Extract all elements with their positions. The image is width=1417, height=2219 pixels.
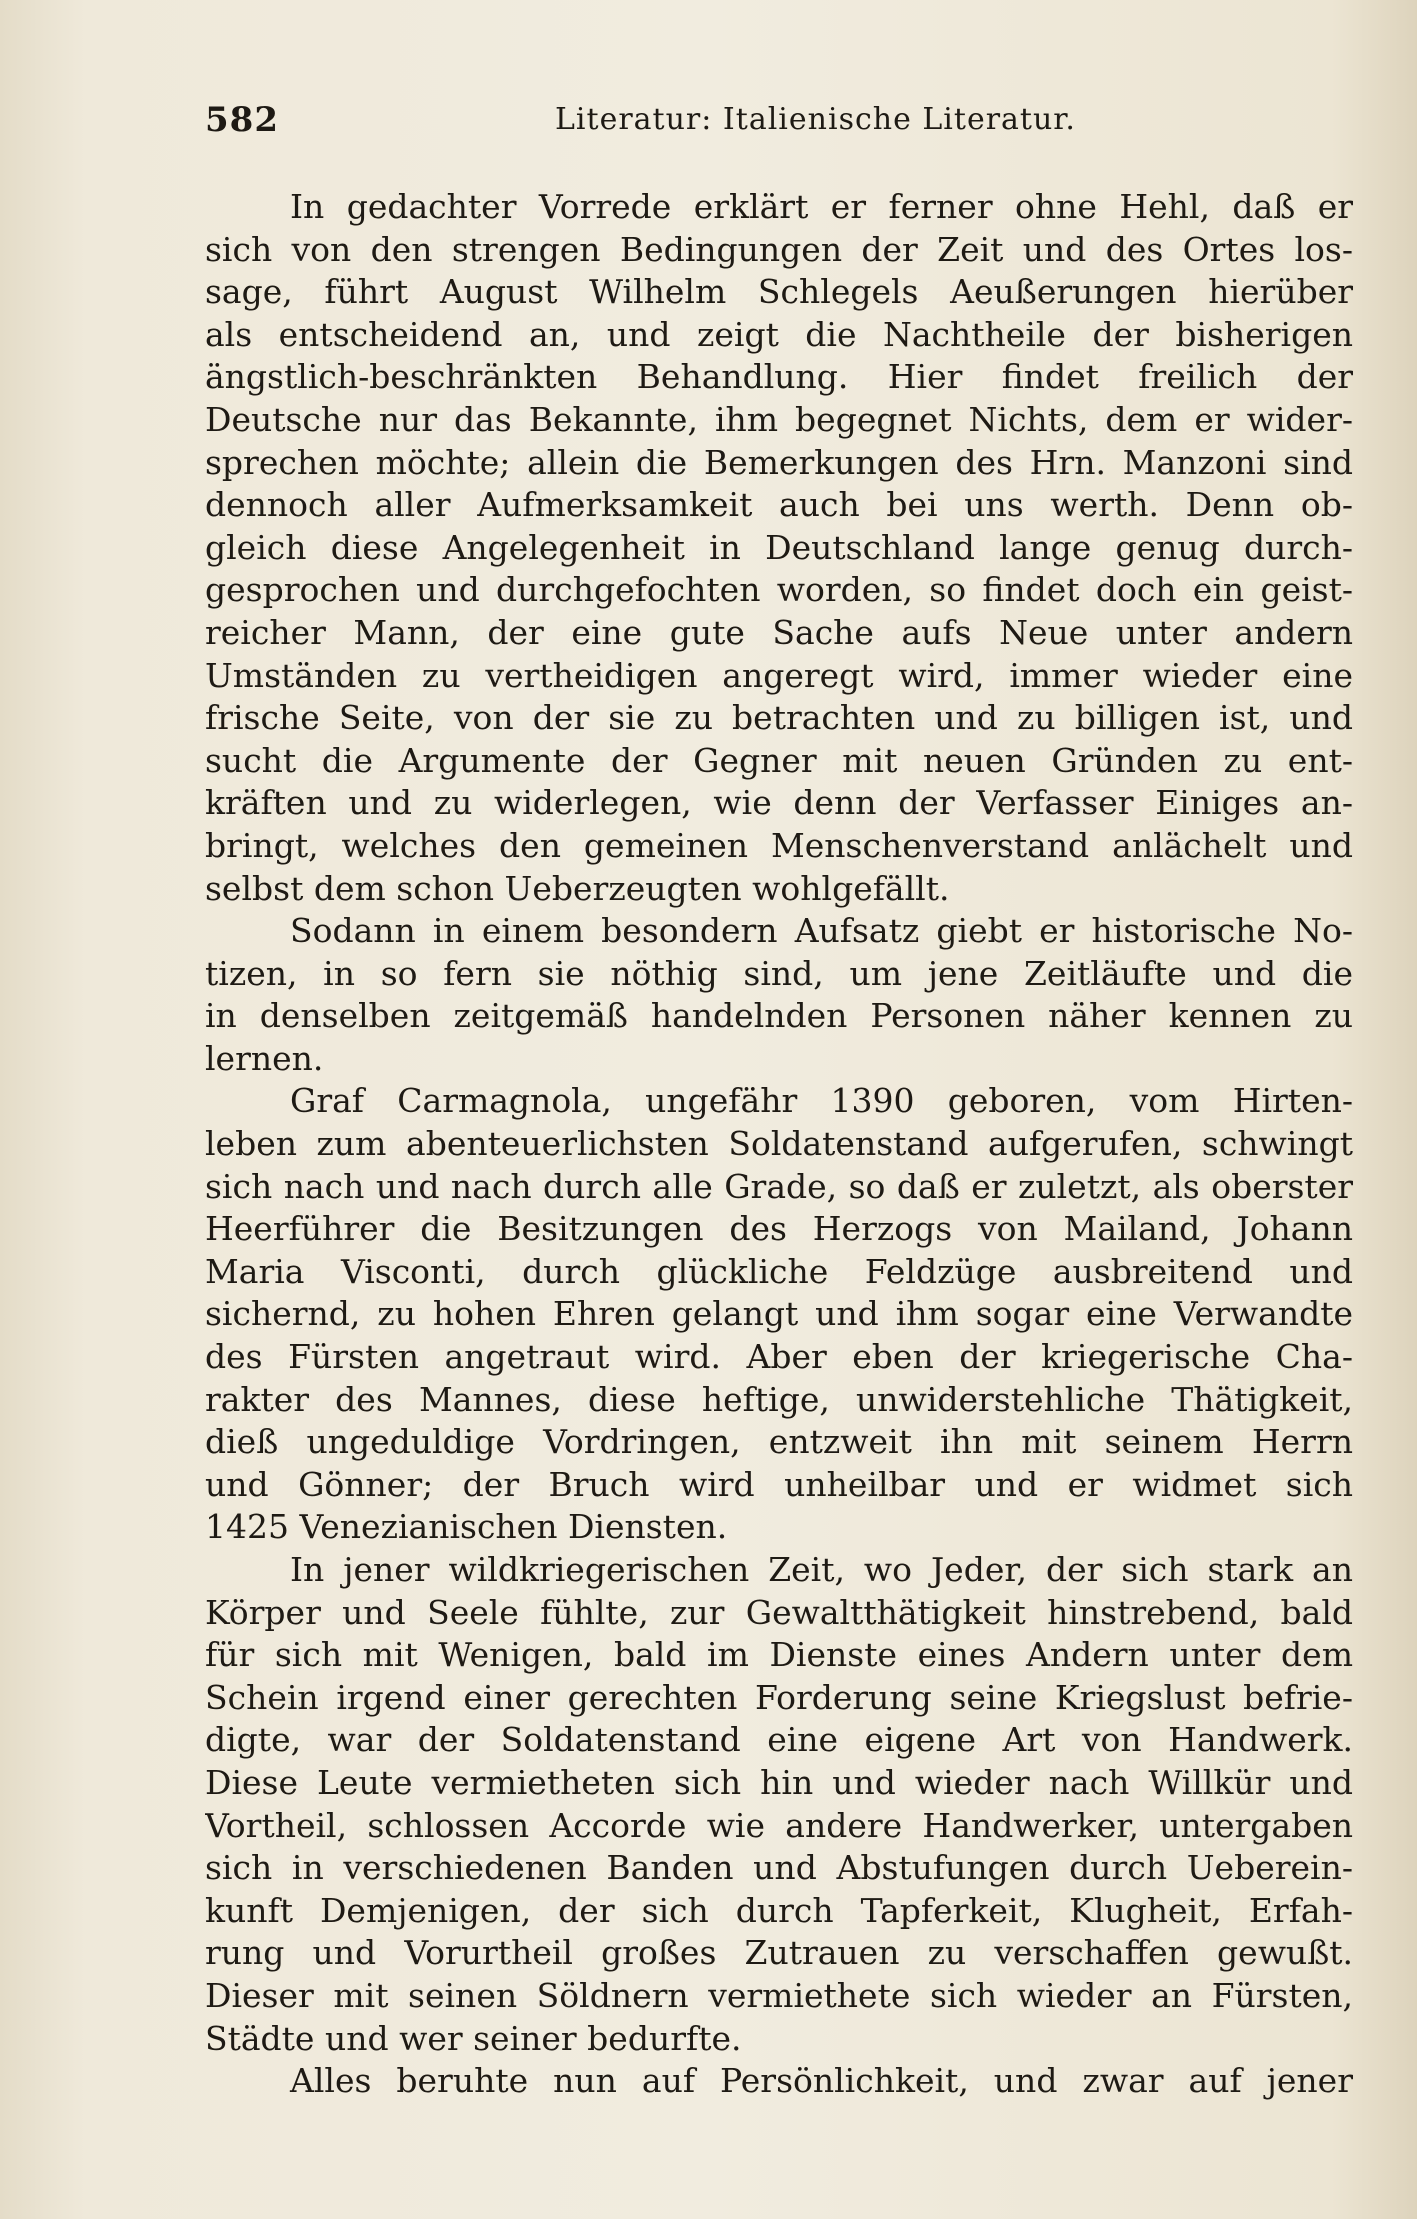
text-line: reicher Mann, der eine gute Sache aufs Neue unter andern bbox=[205, 612, 1353, 652]
text-line: leben zum abenteuerlichsten Soldatenstand aufgerufen, schwingt bbox=[205, 1124, 1353, 1164]
text-line: Umständen zu vertheidigen angeregt wird, immer wieder eine bbox=[205, 655, 1353, 695]
text-line: sprechen möchte; allein die Bemerkungen des Hrn. Manzoni sind bbox=[205, 442, 1353, 482]
text-line: rakter des Mannes, diese heftige, unwiderstehliche Thätigkeit, bbox=[205, 1379, 1353, 1419]
text-line: als entscheidend an, und zeigt die Nachtheile der bisherigen bbox=[205, 314, 1353, 354]
text-line: gleich diese Angelegenheit in Deutschland lange genug durch- bbox=[205, 527, 1353, 567]
page-header bbox=[205, 100, 1350, 150]
text-line: Heerführer die Besitzungen des Herzogs von Mailand, Johann bbox=[205, 1209, 1353, 1249]
text-line: sucht die Argumente der Gegner mit neuen Gründen zu ent- bbox=[205, 740, 1353, 780]
text-line: rung und Vorurtheil großes Zutrauen zu verschaffen gewußt. bbox=[205, 1933, 1353, 1973]
text-line: in denselben zeitgemäß handelnden Personen näher kennen zu bbox=[205, 996, 1353, 1036]
text-line: Vortheil, schlossen Accorde wie andere Handwerker, untergaben bbox=[205, 1805, 1353, 1845]
text-line: dieß ungeduldige Vordringen, entzweit ihn mit seinem Herrn bbox=[205, 1422, 1353, 1462]
page-number: 582 bbox=[205, 100, 279, 140]
text-line: tizen, in so fern sie nöthig sind, um jene Zeitläufte und die bbox=[205, 953, 1353, 993]
text-line: Dieser mit seinen Söldnern vermiethete sich wieder an Fürsten, bbox=[205, 1975, 1353, 2015]
running-head: Literatur: Italienische Literatur. bbox=[555, 102, 1076, 137]
text-line: für sich mit Wenigen, bald im Dienste eines Andern unter dem bbox=[205, 1635, 1353, 1675]
text-line: Körper und Seele fühlte, zur Gewaltthätigkeit hinstrebend, bald bbox=[205, 1592, 1353, 1632]
text-line: Alles beruhte nun auf Persönlichkeit, und zwar auf jener bbox=[290, 2061, 1353, 2101]
text-line: sich von den strengen Bedingungen der Zeit und des Ortes los- bbox=[205, 229, 1353, 269]
text-line: ängstlich-beschränkten Behandlung. Hier findet freilich der bbox=[205, 357, 1353, 397]
text-line: frische Seite, von der sie zu betrachten und zu billigen ist, und bbox=[205, 698, 1353, 738]
text-line: sich in verschiedenen Banden und Abstufungen durch Ueberein- bbox=[205, 1848, 1353, 1888]
text-line: Deutsche nur das Bekannte, ihm begegnet Nichts, dem er wider- bbox=[205, 399, 1353, 439]
text-line: kunft Demjenigen, der sich durch Tapferkeit, Klugheit, Erfah- bbox=[205, 1890, 1353, 1930]
text-line: sichernd, zu hohen Ehren gelangt und ihm sogar eine Verwandte bbox=[205, 1294, 1353, 1334]
text-line: 1425 Venezianischen Diensten. bbox=[205, 1507, 728, 1547]
text-line: des Fürsten angetraut wird. Aber eben der kriegerische Cha- bbox=[205, 1337, 1353, 1377]
text-line: Städte und wer seiner bedurfte. bbox=[205, 2018, 742, 2058]
text-line: lernen. bbox=[205, 1038, 324, 1078]
text-line: Sodann in einem besondern Aufsatz giebt er historische No- bbox=[290, 911, 1353, 951]
text-line: Diese Leute vermietheten sich hin und wieder nach Willkür und bbox=[205, 1762, 1353, 1802]
body-text bbox=[205, 186, 1353, 2103]
text-line: dennoch aller Aufmerksamkeit auch bei uns werth. Denn ob- bbox=[205, 485, 1353, 525]
text-line: selbst dem schon Ueberzeugten wohlgefällt. bbox=[205, 868, 950, 908]
text-line: kräften und zu widerlegen, wie denn der Verfasser Einiges an- bbox=[205, 783, 1353, 823]
text-line: sich nach und nach durch alle Grade, so daß er zuletzt, als oberster bbox=[205, 1166, 1353, 1206]
text-line: Schein irgend einer gerechten Forderung seine Kriegslust befrie- bbox=[205, 1677, 1353, 1717]
text-line: gesprochen und durchgefochten worden, so findet doch ein geist- bbox=[205, 570, 1353, 610]
text-line: In gedachter Vorrede erklärt er ferner ohne Hehl, daß er bbox=[290, 187, 1353, 226]
text-line: bringt, welches den gemeinen Menschenverstand anlächelt und bbox=[205, 825, 1353, 865]
text-line: sage, führt August Wilhelm Schlegels Aeußerungen hierüber bbox=[205, 272, 1353, 312]
text-line: In jener wildkriegerischen Zeit, wo Jeder, der sich stark an bbox=[290, 1550, 1353, 1589]
text-line: Graf Carmagnola, ungefähr 1390 geboren, vom Hirten- bbox=[290, 1081, 1353, 1121]
text-line: und Gönner; der Bruch wird unheilbar und er widmet sich bbox=[205, 1464, 1353, 1504]
text-line: Maria Visconti, durch glückliche Feldzüge ausbreitend und bbox=[205, 1251, 1353, 1291]
text-line: digte, war der Soldatenstand eine eigene Art von Handwerk. bbox=[205, 1720, 1353, 1760]
